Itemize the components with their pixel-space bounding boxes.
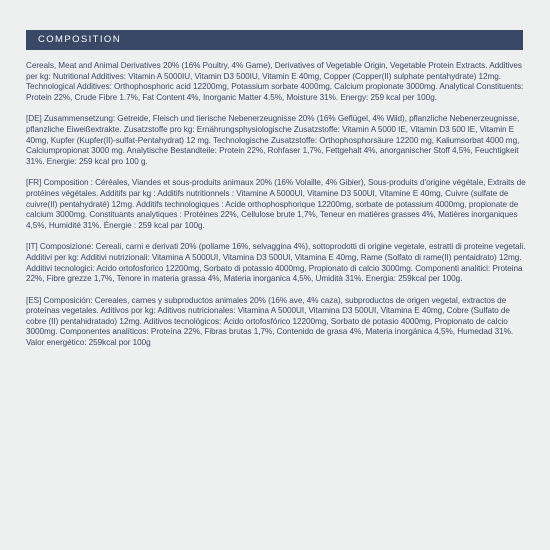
composition-header-bar <box>26 30 523 50</box>
composition-paragraph-it: [IT] Composizione: Cereali, carni e derivati 20% (pollame 16%, selvaggina 4%), sottoprodotti di origine vegetale, estratti di proteine vegetali. Additivi per kg: Additivi nutrizionali: Vitamina A 5000UI, Vitamina D3 500UI, Vitamina E 40mg, Rame (Solfato di rame(II) pentaidrato) 12mg. Additivi tecnologici: Acido ortofosforico 12200mg, Sorbato di potassio 4000mg, Propionato di calcio 3000mg. Componenti analitici: Proteina 22%, Fibre grezze 1,7%, Tenore in materia grassa 4%, Materia inorganica 4,5%, Umidità 31%. Energia: 259kcal per 100g. <box>26 242 526 284</box>
composition-paragraph-de: [DE] Zusammensetzung: Getreide, Fleisch und tierische Nebenerzeugnisse 20% (16% Geflügel, 4% Wild), pflanzliche Nebenerzeugnisse, pflanzliche Eiweißextrakte. Zusatzstoffe pro kg: Ernährungsphysiologische Zusatzstoffe: Vitamin A 5000 IE, Vitamin D3 500 IE, Vitamin E 40mg, Kupfer (Kupfer(II)-sulfat-Pentahydrat) 12 mg. Technologische Zusatzstoffe: Orthophosphorsäure 12200 mg, Kaliumsorbat 4000 mg, Calciumpropionat 3000 mg. Analytische Bestandteile: Protein 22%, Rohfaser 1,7%, Fettgehalt 4%, anorganischer Stoff 4,5%, Feuchtigkeit 31%. Energie: 259 kcal pro 100 g. <box>26 114 520 166</box>
composition-title: COMPOSITION <box>38 34 121 45</box>
composition-paragraph-es: [ES] Composición: Cereales, carnes y subproductos animales 20% (16% ave, 4% caza), subproductos de origen vegetal, extractos de proteínas vegetales. Aditivos por kg: Aditivos nutricionales: Vitamina A 5000UI, Vitamina D3 500UI, Vitamina E 40mg, Cobre (Sulfato de cobre (II) pentahidratado) 12mg. Aditivos tecnológicos: Ácido ortofosfórico 12200mg, Sorbato de potasio 4000mg, Propionato de calcio 3000mg. Componentes analíticos: Proteína 22%, Fibras brutas 1,7%, Contenido de grasa 4%, Materia inorgánica 4,5%, Humedad 31%. Valor energético: 259kcal por 100g <box>26 295 514 348</box>
composition-content <box>26 61 526 360</box>
composition-paragraph-fr: [FR] Composition : Céréales, Viandes et sous-produits animaux 20% (16% Volaille, 4% Gibier), Sous-produits d'origine végétale, Extraits de protéines végétales. Additifs par kg : Additifs nutritionnels : Vitamine A 5000UI, Vitamine D3 500UI, Vitamine E 40mg, Cuivre (sulfate de cuivre(II) pentahydraté) 12mg. Additifs technologiques : Acide orthophosphorique 12200mg, sorbate de potassium 4000mg, propionate de calcium 3000mg. Constituants analytiques : Protéines 22%, Cellulose brute 1,7%, Teneur en matières grasses 4%, Matières inorganiques 4,5%, Humidité 31%. Énergie : 259 kcal par 100g. <box>26 178 526 230</box>
composition-paragraph-en: Cereals, Meat and Animal Derivatives 20% (16% Poultry, 4% Game), Derivatives of Vegetable Origin, Vegetable Protein Extracts. Additives per kg: Nutritional Additives: Vitamin A 5000IU, Vitamin D3 500IU, Vitamin E 40mg, Copper (Copper(II) sulphate pentahydrate) 12mg. Technological Additives: Orthophosphoric acid 12200mg, Potassium sorbate 4000mg, Calcium propionate 3000mg. Analytical Constituents: Protein 22%, Crude Fibre 1.7%, Fat Content 4%, Inorganic Matter 4.5%, Moisture 31%. Energy: 259 kcal per 100g. <box>26 61 524 102</box>
